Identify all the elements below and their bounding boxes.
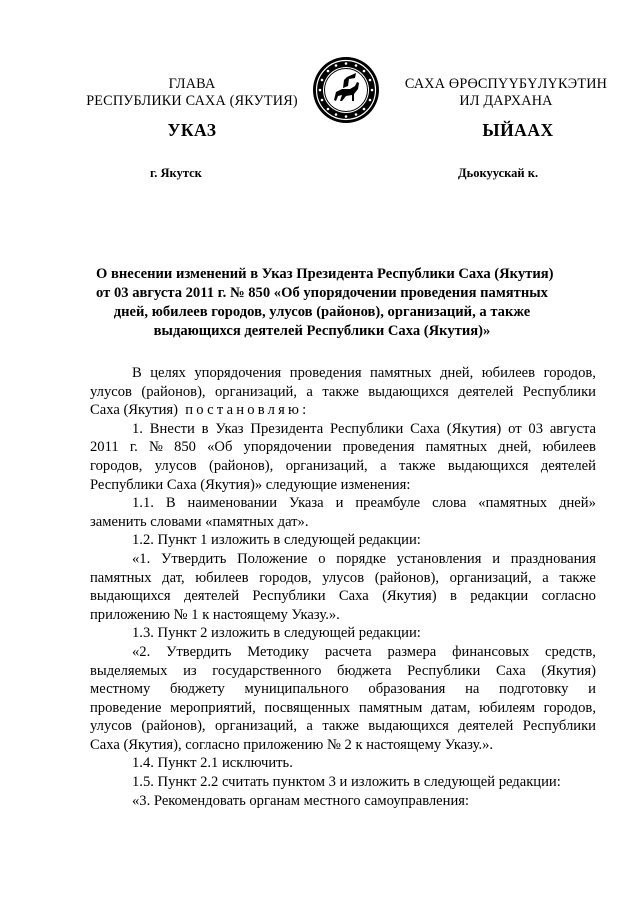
body-line: улусов (районов), организаций, а также выдающихся деятелей Республики — [90, 718, 596, 735]
body-line: выделяемых из государственного бюджета Республики Саха (Якутия) — [90, 662, 596, 679]
header-left — [82, 76, 302, 110]
body-line: 2011 г. № 850 «Об упорядочении проведения памятных дней, юбилеев — [90, 439, 596, 456]
header-right-line: САХА ӨРӨСПҮҮБҮЛҮКЭТИН — [404, 76, 608, 92]
document-type-ru: УКАЗ — [167, 120, 217, 140]
body-line: памятных дат, юбилеев городов, улусов (районов), организаций, а также — [90, 569, 596, 586]
header-left-line: ГЛАВА — [168, 76, 216, 92]
body-line: приложению № 1 к настоящему Указу.». — [90, 606, 340, 623]
resolution-word: постановляю: — [185, 402, 310, 419]
document-type-sakha: ЫЙААХ — [482, 120, 554, 140]
body-line: В целях упорядочения проведения памятных дней, юбилеев городов, — [132, 365, 596, 381]
body-line: «2. Утвердить Методику расчета размера финансовых средств, — [132, 643, 596, 660]
body-line: местному бюджету муниципального образования на подготовку и — [90, 681, 596, 698]
header-left-line: РЕСПУБЛИКИ САХА (ЯКУТИЯ) — [86, 93, 298, 109]
body-line: выдающихся деятелей Республики Саха (Якутия) в редакции согласно — [90, 588, 596, 605]
body-line: Саха (Якутия), согласно приложению № 2 к настоящему Указу.». — [90, 736, 494, 753]
title-line: О внесении изменений в Указ Президента Республики Саха (Якутия) — [96, 266, 554, 282]
coat-of-arms-emblem — [312, 56, 380, 124]
body-line: «1. Утвердить Положение о порядке установления и празднования — [132, 550, 596, 567]
body-line: проведение мероприятий, посвященных памятным датам, юбилеям городов, — [90, 699, 596, 716]
body-line: 1. Внести в Указ Президента Республики Саха (Якутия) от 03 августа — [132, 420, 596, 437]
body-line: 1.5. Пункт 2.2 считать пунктом 3 и изложить в следующей редакции: — [132, 774, 561, 791]
body-text: Саха (Якутия) — [90, 402, 178, 419]
body-line — [90, 401, 596, 420]
header-right — [400, 76, 612, 110]
body-line: городов, улусов (районов), организаций, а также выдающихся деятелей — [90, 457, 596, 474]
document-body — [90, 364, 596, 810]
body-line: 1.1. В наименовании Указа и преамбуле слова «памятных дней» — [132, 495, 596, 512]
header-right-line: ИЛ ДАРХАНА — [459, 93, 553, 109]
document-title — [96, 265, 554, 341]
body-line: «3. Рекомендовать органам местного самоуправления: — [132, 792, 470, 809]
city-sakha: Дьокуускай к. — [458, 166, 539, 180]
city-ru: г. Якутск — [150, 166, 202, 180]
body-line: улусов (районов), организаций, а также выдающихся деятелей Республики — [90, 383, 596, 400]
body-line: 1.2. Пункт 1 изложить в следующей редакции: — [132, 532, 421, 549]
body-line: заменить словами «памятных дат». — [90, 513, 309, 530]
body-line: 1.3. Пункт 2 изложить в следующей редакции: — [132, 625, 421, 642]
title-line: дней, юбилеев городов, улусов (районов), организаций, а также — [113, 304, 531, 320]
body-line: Республики Саха (Якутия)» следующие изменения: — [90, 476, 411, 493]
title-line: выдающихся деятелей Республики Саха (Якутия)» — [153, 323, 491, 339]
body-line: 1.4. Пункт 2.1 исключить. — [132, 755, 293, 772]
title-line: от 03 августа 2011 г. № 850 «Об упорядочении проведения памятных — [96, 285, 548, 301]
